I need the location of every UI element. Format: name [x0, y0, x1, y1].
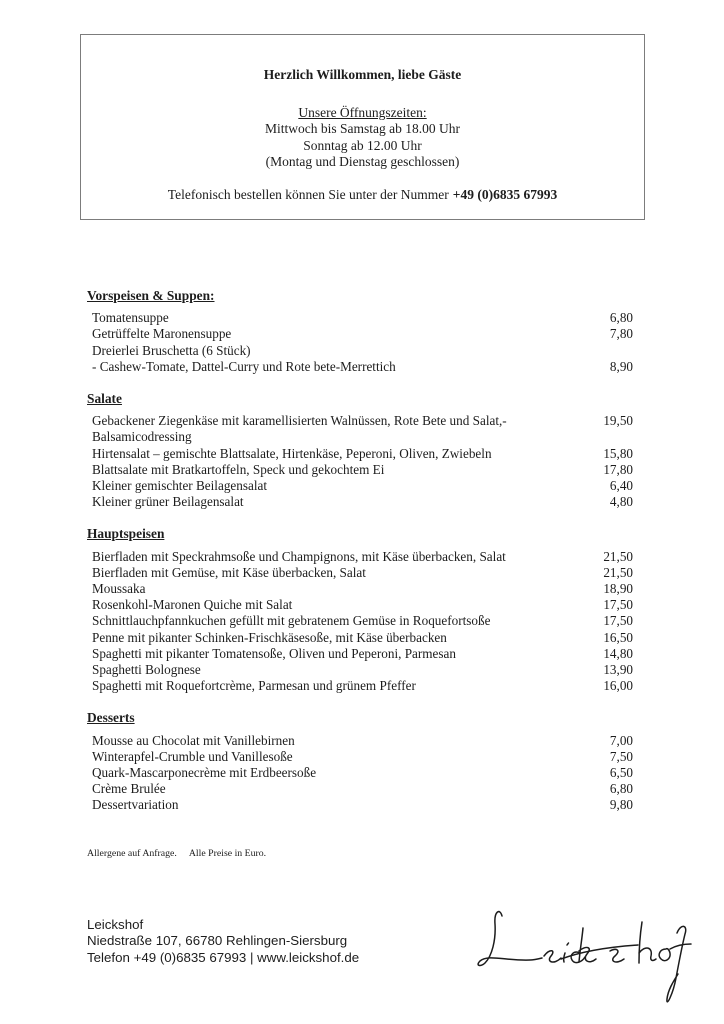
item-price: 4,80 [609, 494, 633, 510]
restaurant-name: Leickshof [87, 917, 144, 932]
prices-note: Alle Preise in Euro. [188, 848, 267, 859]
menu-item-row [87, 462, 633, 478]
item-name: Rosenkohl-Maronen Quiche mit Salat [92, 597, 293, 613]
menu-item-row [87, 646, 633, 662]
opening-hours-heading: Unsere Öffnungszeiten: [298, 104, 427, 120]
item-price: 19,50 [603, 413, 633, 429]
item-name: Tomatensuppe [92, 310, 169, 326]
menu-section [87, 288, 633, 375]
item-price: 13,90 [603, 662, 633, 678]
item-price: 9,80 [609, 797, 633, 813]
item-price: 14,80 [603, 645, 633, 661]
item-price: 16,50 [603, 629, 633, 645]
menu-item-row [87, 733, 633, 749]
menu-section [87, 391, 633, 510]
phone-order-line [81, 187, 644, 204]
opening-hours-line: Mittwoch bis Samstag ab 18.00 Uhr [265, 121, 460, 136]
item-name: Kleiner gemischter Beilagensalat [92, 478, 268, 494]
menu-item-row [87, 581, 633, 597]
menu-item-row [87, 343, 633, 359]
menu-item-row [87, 749, 633, 765]
signature-handwriting [458, 878, 722, 1022]
item-price: 6,80 [609, 310, 633, 326]
menu-section [87, 526, 633, 694]
restaurant-address: Niedstraße 107, 66780 Rehlingen-Siersburg [87, 933, 348, 949]
item-name: Getrüffelte Maronensuppe [92, 326, 232, 342]
opening-hours-line: (Montag und Dienstag geschlossen) [265, 154, 460, 169]
menu-item-row [87, 662, 633, 678]
menu-item-row [87, 326, 633, 342]
item-name: Spaghetti Bolognese [92, 662, 201, 678]
footnote [87, 848, 266, 859]
item-price: 6,50 [609, 765, 633, 781]
item-name: Quark-Mascarponecrème mit Erdbeersoße [92, 765, 317, 781]
item-price: 18,90 [603, 581, 633, 597]
menu-item-row [87, 413, 633, 429]
menu-item-row [87, 549, 633, 565]
item-name: Kleiner grüner Beilagensalat [92, 494, 244, 510]
item-name: Moussaka [92, 581, 146, 597]
menu-item-row [87, 359, 633, 375]
section-heading: Vorspeisen & Suppen: [87, 288, 215, 303]
item-price: 17,80 [603, 461, 633, 477]
item-price: 16,00 [603, 678, 633, 694]
item-name: Penne mit pikanter Schinken-Frischkäsesoße, mit Käse überbacken [92, 629, 447, 645]
menu-item-row [87, 781, 633, 797]
opening-hours-line: Sonntag ab 12.00 Uhr [303, 137, 422, 153]
item-name: Spaghetti mit Roquefortcrème, Parmesan und grünem Pfeffer [92, 678, 416, 694]
item-name: Balsamicodressing [92, 429, 192, 445]
menu-sections [87, 288, 633, 830]
menu-item-row [87, 630, 633, 646]
contact-block [87, 917, 359, 966]
phone-number: +49 (0)6835 67993 [452, 186, 558, 202]
item-price: 7,50 [609, 748, 633, 764]
item-price: 8,90 [609, 358, 633, 374]
section-heading: Salate [87, 391, 122, 407]
item-name: Spaghetti mit pikanter Tomatensoße, Oliven und Peperoni, Parmesan [92, 645, 456, 661]
section-heading: Hauptspeisen [87, 526, 165, 542]
item-name: Mousse au Chocolat mit Vanillebirnen [92, 732, 295, 748]
item-price: 17,50 [603, 597, 633, 613]
item-name: Bierfladen mit Gemüse, mit Käse überbacken, Salat [92, 564, 366, 580]
item-name: Winterapfel-Crumble und Vanillesoße [92, 748, 293, 764]
section-items [87, 413, 633, 510]
section-items [87, 549, 633, 695]
item-name: - Cashew-Tomate, Dattel-Curry und Rote bete-Merrettich [92, 358, 396, 374]
section-items [87, 733, 633, 814]
menu-item-row [87, 478, 633, 494]
item-name: Gebackener Ziegenkäse mit karamellisierten Walnüssen, Rote Bete und Salat,- [92, 413, 507, 429]
item-price: 7,80 [609, 326, 633, 342]
menu-item-row [87, 429, 633, 445]
menu-item-row [87, 310, 633, 326]
item-name: Dessertvariation [92, 797, 179, 813]
menu-item-row [87, 678, 633, 694]
item-price: 15,80 [603, 445, 633, 461]
item-price: 21,50 [603, 564, 633, 580]
welcome-box [80, 34, 645, 220]
welcome-title: Herzlich Willkommen, liebe Gäste [263, 67, 462, 82]
item-price: 6,80 [609, 781, 633, 797]
section-heading: Desserts [87, 710, 135, 726]
menu-item-row [87, 765, 633, 781]
item-name: Blattsalate mit Bratkartoffeln, Speck und gekochtem Ei [92, 461, 385, 477]
item-name: Hirtensalat – gemischte Blattsalate, Hirtenkäse, Peperoni, Oliven, Zwiebeln [92, 445, 492, 461]
item-price: 6,40 [609, 478, 633, 494]
menu-item-row [87, 797, 633, 813]
restaurant-phone-web: Telefon +49 (0)6835 67993 | www.leickshof.de [87, 949, 360, 965]
item-name: Crème Brulée [92, 781, 166, 797]
allergens-note: Allergene auf Anfrage. [87, 848, 177, 859]
menu-item-row [87, 613, 633, 629]
phone-order-text: Telefonisch bestellen können Sie unter der Nummer [167, 186, 449, 202]
section-items [87, 310, 633, 375]
item-price: 17,50 [603, 613, 633, 629]
item-name: Schnittlauchpfannkuchen gefüllt mit gebratenem Gemüse in Roquefortsoße [92, 613, 491, 629]
menu-item-row [87, 597, 633, 613]
item-price: 7,00 [609, 732, 633, 748]
menu-section [87, 710, 633, 813]
menu-item-row [87, 494, 633, 510]
item-name: Bierfladen mit Speckrahmsoße und Champignons, mit Käse überbacken, Salat [92, 548, 506, 564]
item-name: Dreierlei Bruschetta (6 Stück) [92, 342, 251, 358]
menu-item-row [87, 446, 633, 462]
menu-item-row [87, 565, 633, 581]
item-price: 21,50 [603, 548, 633, 564]
